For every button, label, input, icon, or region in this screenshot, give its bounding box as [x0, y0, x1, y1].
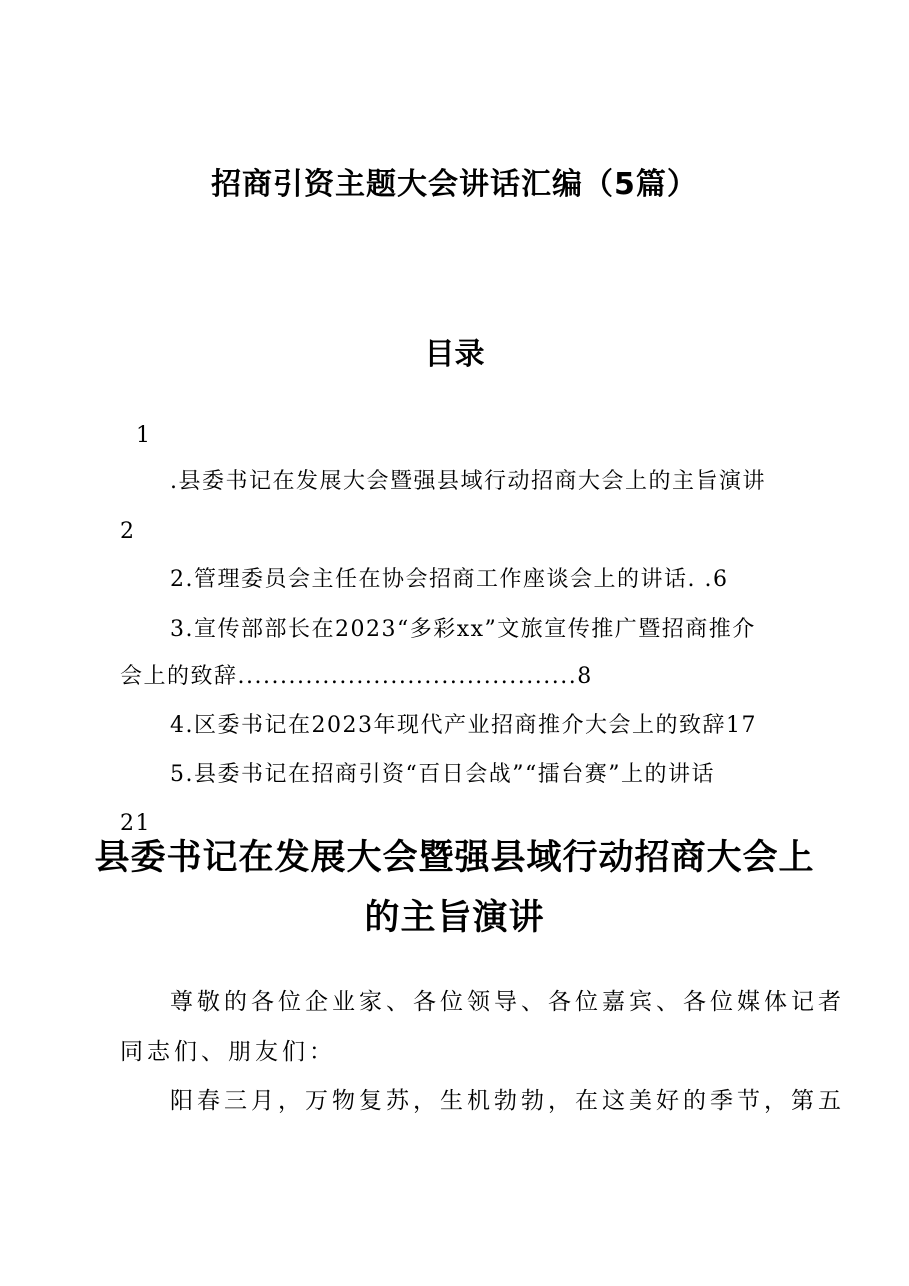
- toc-item-5-text: 5.县委书记在招商引资“百日会战”“擂台赛”上的讲话: [170, 762, 715, 787]
- salutation-line-1: 尊敬的各位企业家、各位领导、各位嘉宾、各位媒体记者: [170, 989, 845, 1015]
- toc-item-1-text: .县委书记在发展大会暨强县域行动招商大会上的主旨演讲: [170, 469, 766, 494]
- toc-item-3-line2: 会上的致辞........................................8: [120, 664, 593, 689]
- article-title-line-2: 的主旨演讲: [364, 898, 545, 938]
- toc-heading: 目录: [424, 337, 485, 372]
- article-title-line-1: 县委书记在发展大会暨强县域行动招商大会上: [94, 838, 815, 878]
- toc-item-2: 2.管理委员会主任在协会招商工作座谈会上的讲话. .6: [170, 567, 729, 592]
- salutation-line-2: 同志们、朋友们：: [120, 1039, 336, 1065]
- toc-item-1-page: 2: [120, 519, 136, 544]
- toc-item-5-page: 21: [120, 811, 151, 836]
- toc-item-3-line1: 3.宣传部部长在2023“多彩xx”文旅宣传推广暨招商推介: [170, 617, 756, 642]
- toc-item-1-number: 1: [136, 423, 152, 448]
- toc-item-4: 4.区委书记在2023年现代产业招商推介大会上的致辞17: [170, 713, 757, 738]
- document-title: 招商引资主题大会讲话汇编（5篇）: [211, 167, 698, 202]
- paragraph-1-line-1: 阳春三月，万物复苏，生机勃勃，在这美好的季节，第五: [170, 1088, 845, 1114]
